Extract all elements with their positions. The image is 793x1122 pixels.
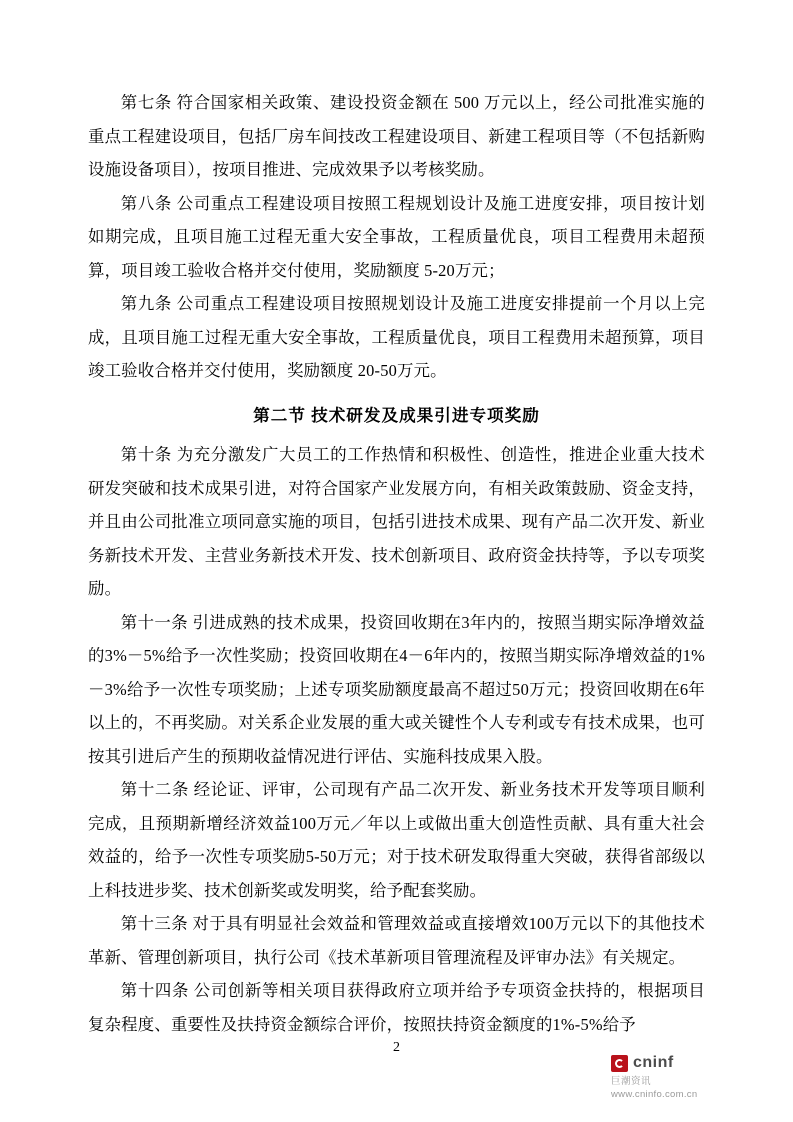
paragraph-article-8: 第八条 公司重点工程建设项目按照工程规划设计及施工进度安排，项目按计划如期完成，且项目施工过程无重大安全事故，工程质量优良，项目工程费用未超预算，项目竣工验收合格并交付使用，奖励额度 5-20万元；	[88, 193, 705, 280]
paragraph-article-7: 第七条 符合国家相关政策、建设投资金额在 500 万元以上，经公司批准实施的重点工程建设项目，包括厂房车间技改工程建设项目、新建工程项目等（不包括新购设施设备项目），按项目推进、完成效果予以考核奖励。	[88, 93, 705, 179]
watermark-logo-row	[611, 1054, 741, 1072]
cninfo-logo-icon	[611, 1055, 628, 1072]
watermark-chinese: 巨潮资讯	[611, 1076, 652, 1087]
paragraph-article-14: 第十四条 公司创新等相关项目获得政府立项并给予专项资金扶持的，根据项目复杂程度、重要性及扶持资金额综合评价，按照扶持资金额度的1%-5%给予	[88, 981, 705, 1034]
watermark-brand: cninf	[633, 1054, 674, 1071]
page-number: 2	[393, 1040, 400, 1055]
paragraph-article-13: 第十三条 对于具有明显社会效益和管理效益或直接增效100万元以下的其他技术革新、管理创新项目，执行公司《技术革新项目管理流程及评审办法》有关规定。	[88, 914, 705, 967]
section-heading-2: 第二节 技术研发及成果引进专项奖励	[253, 405, 540, 425]
paragraph-article-9: 第九条 公司重点工程建设项目按照规划设计及施工进度安排提前一个月以上完成，且项目施工过程无重大安全事故，工程质量优良，项目工程费用未超预算，项目竣工验收合格并交付使用，奖励额度 20-50万元。	[88, 294, 705, 380]
paragraph-article-12: 第十二条 经论证、评审，公司现有产品二次开发、新业务技术开发等项目顺利完成，且预期新增经济效益100万元／年以上或做出重大创造性贡献、具有重大社会效益的，给予一次性专项奖励5-50万元；对于技术研发取得重大突破，获得省部级以上科技进步奖、技术创新奖或发明奖，给予配套奖励。	[88, 780, 705, 900]
watermark-cninfo	[611, 1054, 741, 1100]
paragraph-article-10: 第十条 为充分激发广大员工的工作热情和积极性、创造性，推进企业重大技术研发突破和技术成果引进，对符合国家产业发展方向，有相关政策鼓励、资金支持，并且由公司批准立项同意实施的项目，包括引进技术成果、现有产品二次开发、新业务新技术开发、主营业务新技术开发、技术创新项目、政府资金扶持等，予以专项奖励。	[88, 445, 705, 598]
watermark-url: www.cninfo.com.cn	[611, 1089, 698, 1100]
document-body	[88, 86, 705, 1041]
paragraph-article-11: 第十一条 引进成熟的技术成果，投资回收期在3年内的，按照当期实际净增效益的3%－5%给予一次性奖励；投资回收期在4－6年内的，按照当期实际净增效益的1%－3%给予一次性专项奖励；上述专项奖励额度最高不超过50万元；投资回收期在6年以上的，不再奖励。对关系企业发展的重大或关键性个人专利或专有技术成果，也可按其引进后产生的预期收益情况进行评估、实施科技成果入股。	[88, 612, 705, 766]
